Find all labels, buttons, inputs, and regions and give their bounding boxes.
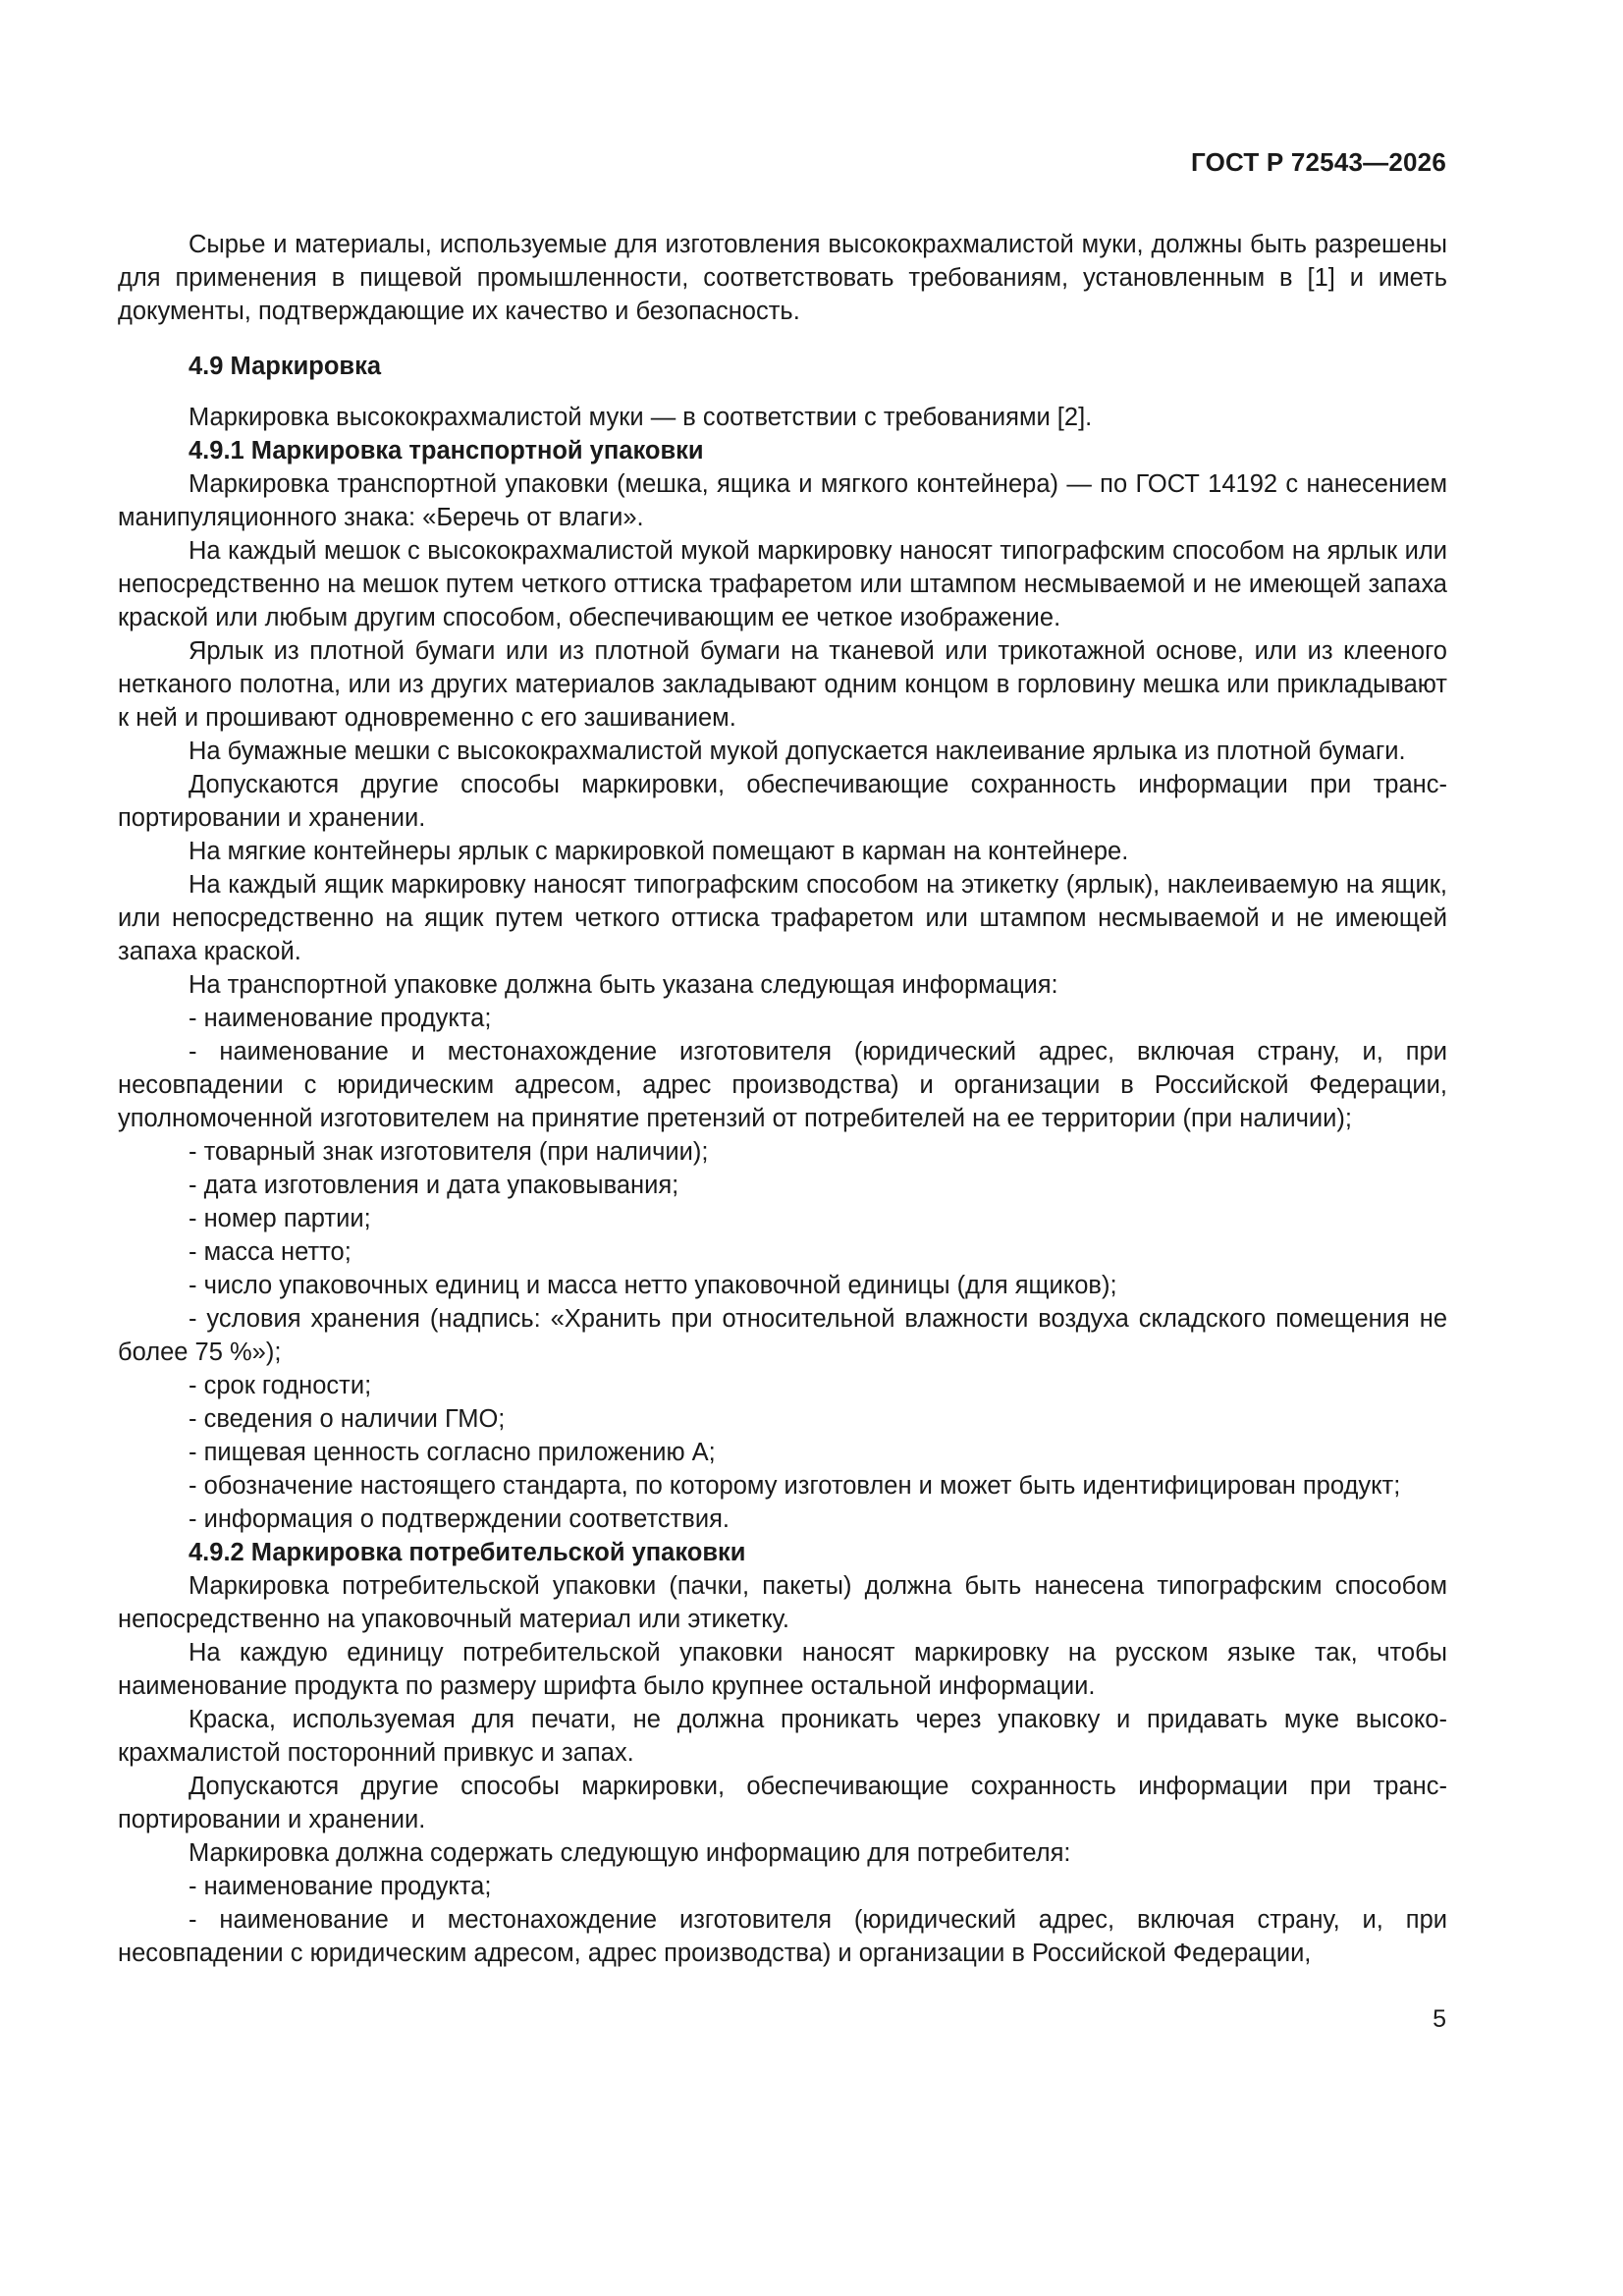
list-item: - наименование и местонахождение изготовителя (юридический адрес, включая страну, и, при несовпадении с юридическим адресом, адрес производства) и организации в Российской Федерации, уполномоченной изготовителем на принятие претензий от потребителей на ее территории (при наличии);	[118, 1038, 1447, 1132]
list-item: - дата изготовления и дата упаковывания;	[189, 1172, 679, 1199]
list-item: - наименование продукта;	[189, 1873, 492, 1900]
paragraph: Ярлык из плотной бумаги или из плотной бумаги на тканевой или трикотажной основе, или из клееного нетканого полотна, или из других материалов закладывают одним концом в горловину мешка или прикладывают к ней и прошивают одновременно с его зашиванием.	[118, 637, 1447, 732]
list-item: - масса нетто;	[189, 1238, 352, 1266]
list-item: - условия хранения (надпись: «Хранить при относительной влажности воздуха складского помещения не более 75 %»);	[118, 1305, 1447, 1366]
paragraph: Маркировка транспортной упаковки (мешка, ящика и мягкого контейнера) — по ГОСТ 14192 с нанесением манипуляционного знака: «Беречь от влаги».	[118, 470, 1447, 531]
paragraph: На транспортной упаковке должна быть указана следующая информация:	[189, 971, 1058, 999]
section-4-9-1-heading: 4.9.1 Маркировка транспортной упаковки	[189, 437, 704, 465]
paragraph: На каждую единицу потребительской упаковки наносят маркировку на русском языке так, чтобы наименование продукта по размеру шрифта было крупнее остальной информации.	[118, 1639, 1447, 1700]
list-item: - сведения о наличии ГМО;	[189, 1405, 506, 1433]
paragraph: На мягкие контейнеры ярлык с маркировкой помещают в карман на контейнере.	[189, 838, 1129, 865]
list-item: - число упаковочных единиц и масса нетто упаковочной единицы (для ящиков);	[189, 1272, 1117, 1299]
paragraph: Маркировка должна содержать следующую информацию для потребителя:	[189, 1839, 1071, 1867]
list-item: - наименование продукта;	[189, 1005, 492, 1032]
list-item: - информация о подтверждении соответствия.	[189, 1505, 730, 1533]
page-number: 5	[1433, 2005, 1446, 2033]
list-item: - номер партии;	[189, 1205, 371, 1232]
paragraph: Допускаются другие способы маркировки, обеспечивающие сохранность информации при транспортировании и хранении.	[118, 771, 1447, 832]
paragraph: Маркировка потребительской упаковки (пачки, пакеты) должна быть нанесена типографским способом непосредственно на упаковочный материал или этикетку.	[118, 1572, 1447, 1633]
paragraph: На каждый ящик маркировку наносят типографским способом на этикетку (ярлык), наклеиваемую на ящик, или непосредственно на ящик путем четкого оттиска трафаретом или штампом несмываемой и не имеющей запаха краской.	[118, 871, 1447, 965]
list-item: - пищевая ценность согласно приложению А;	[189, 1439, 716, 1466]
paragraph: На бумажные мешки с высококрахмалистой мукой допускается наклеивание ярлыка из плотной бумаги.	[189, 738, 1406, 765]
section-4-9-paragraph: Маркировка высококрахмалистой муки — в соответствии с требованиями [2].	[189, 404, 1093, 431]
paragraph: Допускаются другие способы маркировки, обеспечивающие сохранность информации при транспортировании и хранении.	[118, 1773, 1447, 1833]
list-item: - обозначение настоящего стандарта, по которому изготовлен и может быть идентифицирован продукт;	[189, 1472, 1401, 1500]
intro-paragraph: Сырье и материалы, используемые для изготовления высококрахмалистой муки, должны быть разрешены для применения в пищевой промышленности, соответствовать требованиям, установленным в [1] и иметь документы, подтверждающие их качество и безопасность.	[118, 231, 1447, 325]
document-body	[118, 228, 1447, 1970]
paragraph: На каждый мешок с высококрахмалистой мукой маркировку наносят типографским способом на ярлык или непосредственно на мешок путем четкого оттиска трафаретом или штампом несмываемой и не имеющей запаха краской или любым другим способом, обеспечивающим ее четкое изображение.	[118, 537, 1447, 631]
section-4-9-heading: 4.9 Маркировка	[189, 353, 382, 380]
paragraph: Краска, используемая для печати, не должна проникать через упаковку и придавать муке высококрахмалистой посторонний привкус и запах.	[118, 1706, 1447, 1767]
standard-code-header: ГОСТ Р 72543—2026	[1191, 147, 1446, 177]
list-item: - наименование и местонахождение изготовителя (юридический адрес, включая страну, и, при несовпадении с юридическим адресом, адрес производства) и организации в Российской Федерации,	[118, 1906, 1447, 1967]
list-item: - товарный знак изготовителя (при наличии);	[189, 1138, 709, 1166]
section-4-9-2-heading: 4.9.2 Маркировка потребительской упаковки	[189, 1539, 746, 1566]
list-item: - срок годности;	[189, 1372, 372, 1399]
